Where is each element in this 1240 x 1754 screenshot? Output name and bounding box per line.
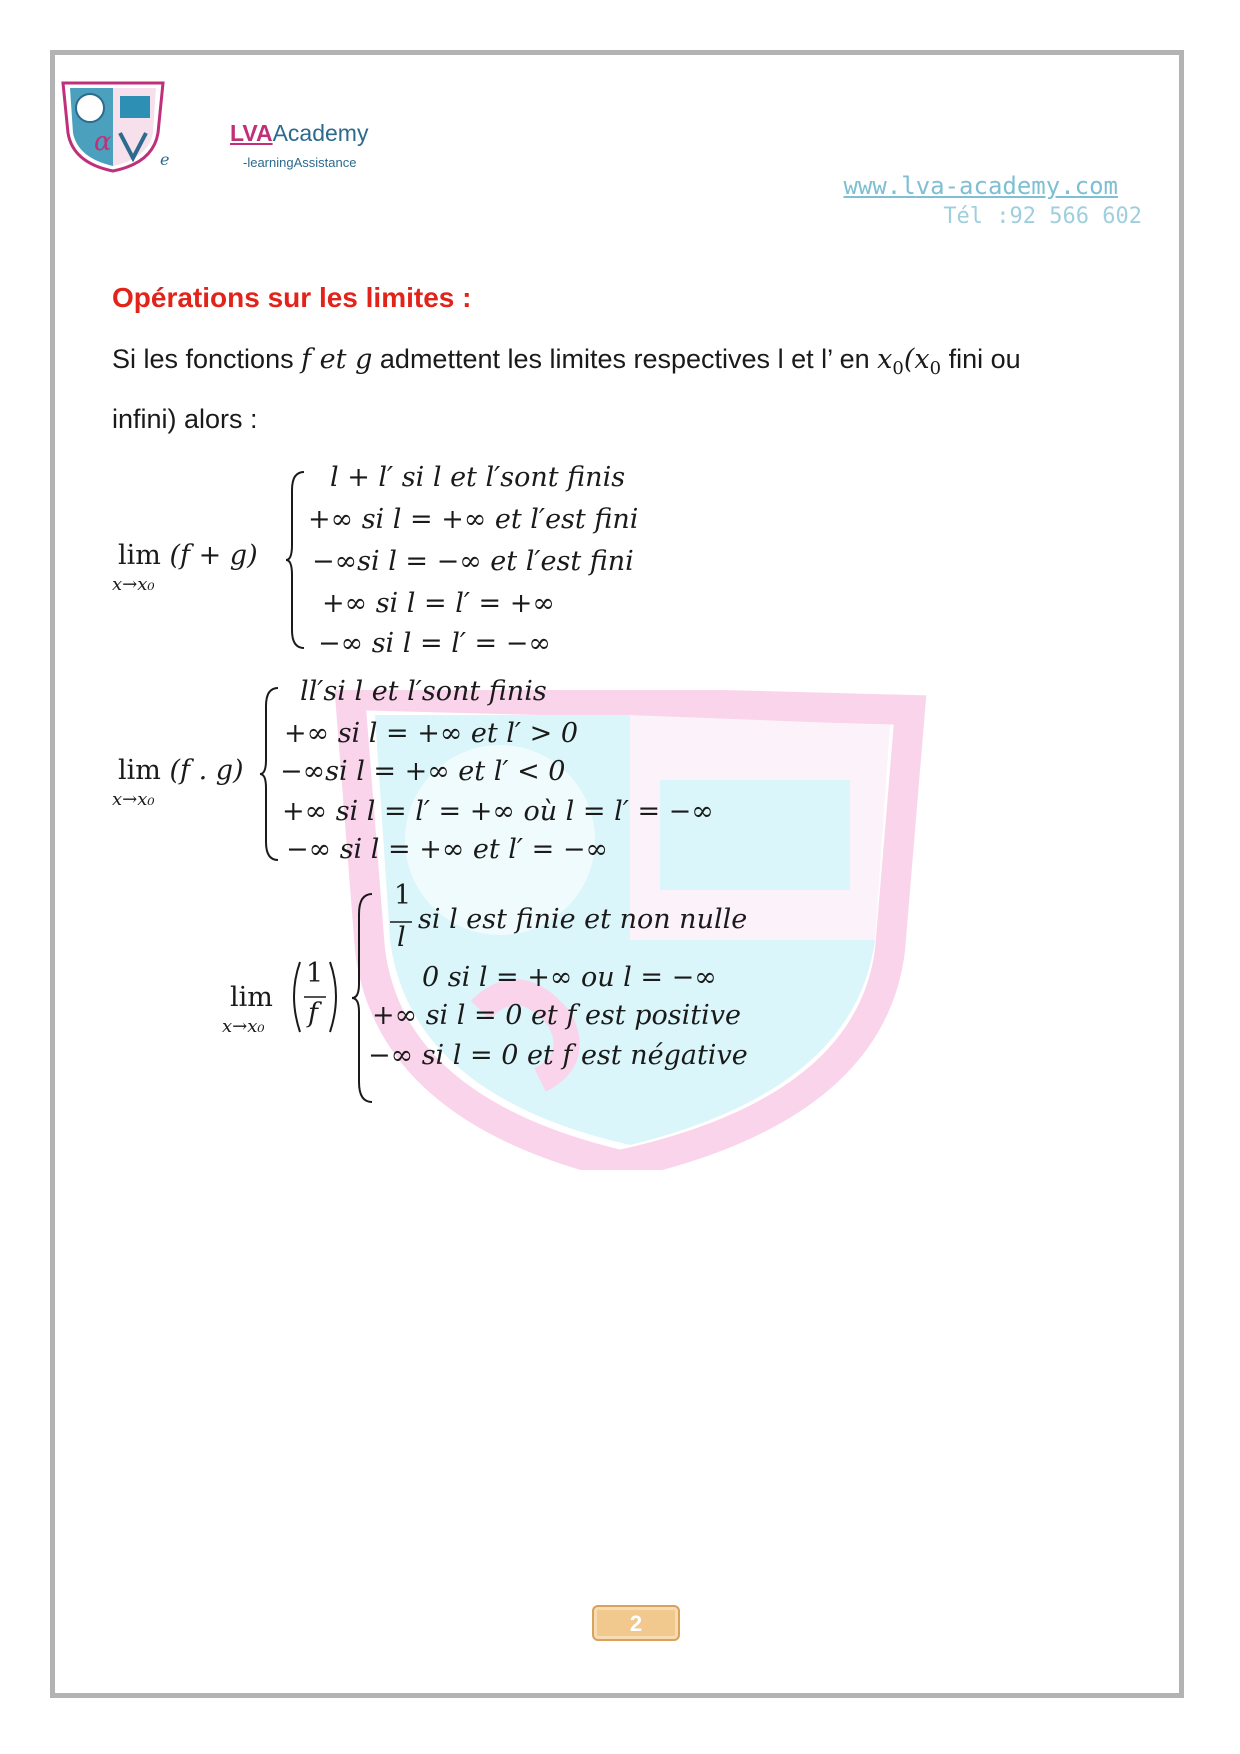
inverse-brace-icon [350, 892, 376, 1104]
lva-logo-icon [58, 78, 168, 173]
phone-number: Tél :92 566 602 [943, 204, 1142, 229]
inverse-case-3: +∞ si l = 0 et f est positive [372, 1000, 741, 1031]
product-case-1: ll′si l et l′sont finis [300, 676, 547, 707]
brand-tagline: -learningAssistance [243, 155, 357, 170]
inverse-lim-subscript: x→x₀ [222, 1016, 265, 1037]
intro-sub-b: 0 [929, 358, 942, 379]
intro-text-2: admettent les limites respectives l et l’ en [379, 344, 870, 374]
brand-lva: LVA [230, 120, 273, 146]
section-title: Opérations sur les limites : [112, 282, 472, 313]
sum-brace-icon [284, 470, 308, 650]
sum-lim-subscript: x→x₀ [112, 574, 155, 595]
intro-text-3: fini ou [948, 344, 1021, 374]
sum-case-2: +∞ si l = +∞ et l′est fini [308, 504, 639, 535]
product-lim-subscript: x→x₀ [112, 789, 155, 810]
brand-name [230, 120, 368, 147]
product-brace-icon [258, 686, 282, 862]
inverse-case1-den: l [397, 922, 406, 953]
intro-x0-a: x [877, 344, 893, 375]
brand-academy: Academy [272, 120, 369, 146]
inverse-case-4: −∞ si l = 0 et f est négative [368, 1040, 748, 1071]
page-number: 2 [629, 1611, 643, 1636]
inverse-den: f [308, 998, 318, 1029]
page-number-badge [592, 1605, 680, 1641]
inverse-num: 1 [306, 958, 324, 989]
inverse-case1-num: 1 [394, 880, 412, 911]
inverse-case-2: 0 si l = +∞ ou l = −∞ [422, 962, 717, 993]
product-lim: lim (f . g) [118, 755, 244, 786]
sum-case-1: l + l′ si l et l′sont finis [330, 462, 626, 493]
product-case-4: +∞ si l = l′ = +∞ où l = l′ = −∞ [282, 796, 714, 827]
inverse-case1-text: si l est finie et non nulle [418, 904, 748, 935]
product-case-2: +∞ si l = +∞ et l′ > 0 [284, 718, 579, 749]
intro-text-1: Si les fonctions [112, 344, 294, 374]
intro-line-2: infini) alors : [112, 404, 258, 434]
website-link[interactable]: www.lva-academy.com [843, 172, 1118, 200]
product-case-5: −∞ si l = +∞ et l′ = −∞ [286, 834, 608, 865]
intro-x0-b: (x [903, 344, 930, 375]
sum-case-5: −∞ si l = l′ = −∞ [318, 628, 551, 659]
intro-fg: f et g [301, 344, 373, 375]
product-case-3: −∞si l = +∞ et l′ < 0 [280, 756, 566, 787]
sum-expr: (f + g) [169, 540, 258, 571]
sum-lim: lim (f + g) [118, 540, 258, 571]
logo-e-letter: e [160, 150, 170, 169]
sum-case-4: +∞ si l = l′ = +∞ [322, 588, 555, 619]
intro-line-1 [112, 344, 1021, 379]
product-expr: (f . g) [169, 755, 244, 786]
svg-text:α: α [94, 127, 112, 157]
intro-sub-a: 0 [892, 358, 904, 379]
inverse-lim: lim [230, 982, 273, 1013]
sum-case-3: −∞si l = −∞ et l′est fini [312, 546, 634, 577]
